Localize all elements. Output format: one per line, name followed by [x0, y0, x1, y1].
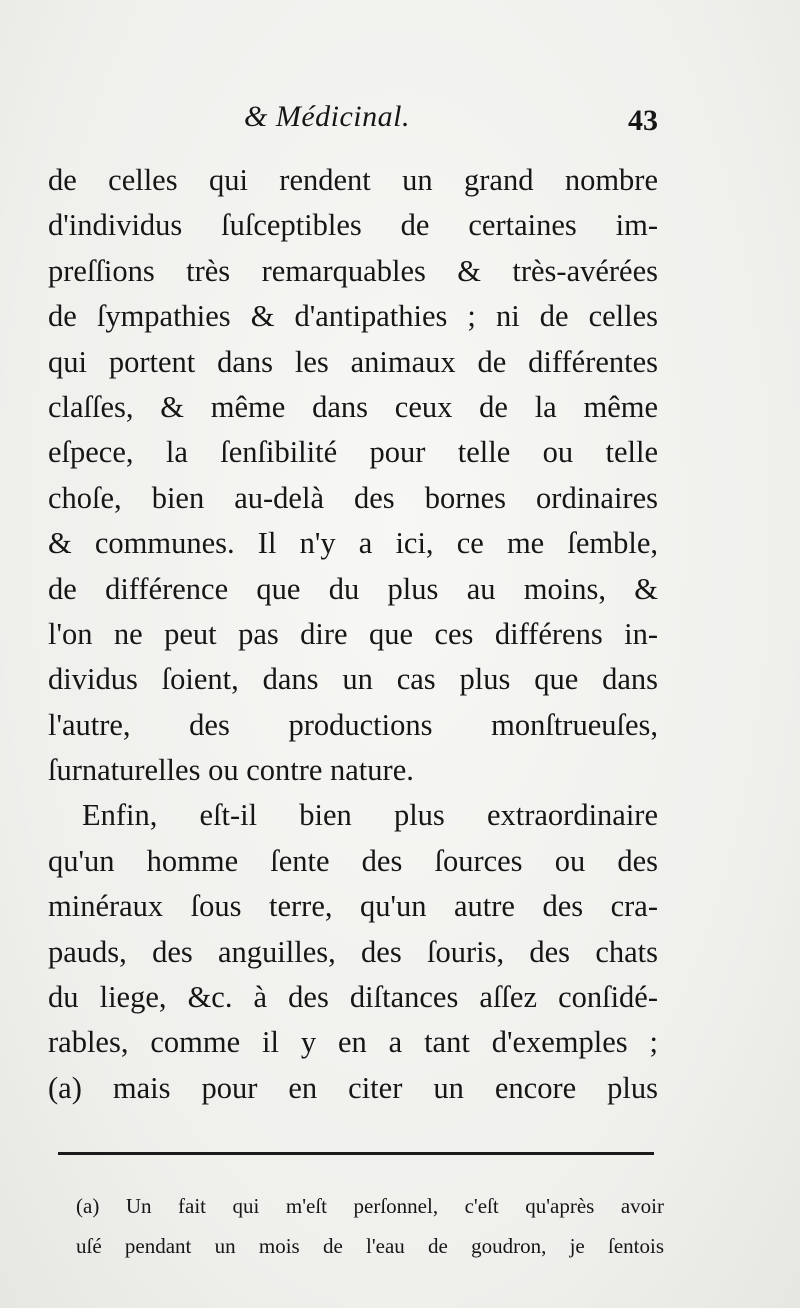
running-title: & Médicinal. — [244, 100, 410, 133]
text-line: qui portent dans les animaux de différentes — [48, 344, 658, 379]
text-line: de ſympathies & d'antipathies ; ni de celles — [48, 299, 658, 334]
text-line: l'autre, des productions monſtrueuſes, — [48, 707, 658, 742]
text-line: du liege, &c. à des diſtances aſſez conſidé- — [48, 980, 658, 1015]
text-line: de différence que du plus au moins, & — [48, 571, 658, 606]
text-line: (a) mais pour en citer un encore plus — [48, 1070, 658, 1105]
text-line: d'individus ſuſceptibles de certaines im- — [48, 208, 658, 243]
paragraph-start-line: Enfin, eſt-il bien plus extraordinaire — [82, 798, 658, 833]
footnote-divider — [58, 1152, 654, 1155]
text-line: eſpece, la ſenſibilité pour telle ou telle — [48, 435, 658, 470]
text-line: ſurnaturelles ou contre nature. — [48, 753, 414, 788]
text-line: de celles qui rendent un grand nombre — [48, 163, 658, 197]
text-line: preſſions très remarquables & très-avérées — [48, 253, 658, 288]
text-line: l'on ne peut pas dire que ces différens in- — [48, 616, 658, 651]
text-line: pauds, des anguilles, des ſouris, des chats — [48, 934, 658, 969]
page-number: 43 — [628, 104, 658, 137]
text-line: claſſes, & même dans ceux de la même — [48, 389, 658, 424]
footnote-line: uſé pendant un mois de l'eau de goudron, je ſentois — [76, 1234, 664, 1258]
text-line: dividus ſoient, dans un cas plus que dans — [48, 662, 658, 697]
page-header — [48, 100, 658, 150]
text-line: minéraux ſous terre, qu'un autre des cra- — [48, 889, 658, 924]
text-line: qu'un homme ſente des ſources ou des — [48, 843, 658, 878]
text-line: & communes. Il n'y a ici, ce me ſemble, — [48, 526, 658, 561]
text-line: rables, comme il y en a tant d'exemples ; — [48, 1025, 658, 1060]
footnote-line: (a) Un fait qui m'eſt perſonnel, c'eſt qu'après avoir — [76, 1194, 664, 1218]
text-line: choſe, bien au-delà des bornes ordinaires — [48, 480, 658, 515]
footnote — [76, 1186, 664, 1266]
body-text — [48, 158, 658, 1111]
